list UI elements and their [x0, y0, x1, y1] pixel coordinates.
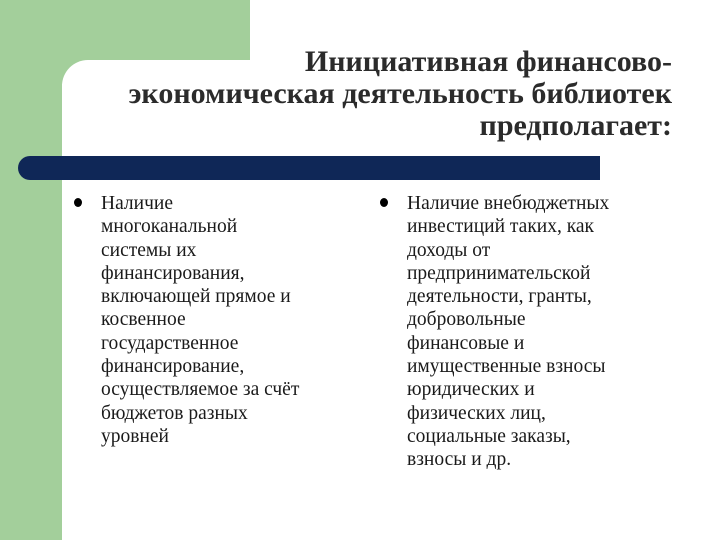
bullet-dot-icon [380, 198, 388, 207]
bullet-item [74, 192, 364, 448]
bullet-dot-icon [74, 198, 82, 207]
bullet-text: Наличие многоканальной системы их финансирования, включающей прямое и косвенное государственное финансирование, осуществляемое за счёт бюджетов разных уровней [101, 193, 300, 447]
bullet-text: Наличие внебюджетных инвестиций таких, как доходы от предпринимательской деятельности, гранты, добровольные финансовые и имущественные взносы юридических и физических лиц, социальные заказы, взносы и др. [407, 193, 610, 471]
title-divider-bar [18, 156, 600, 180]
slide-title: Инициативная финансово- экономическая деятельность библиотек предполагает: [128, 45, 672, 142]
bullet-column-left [74, 192, 364, 448]
bullet-column-right [380, 192, 680, 472]
bullet-item [380, 192, 680, 472]
